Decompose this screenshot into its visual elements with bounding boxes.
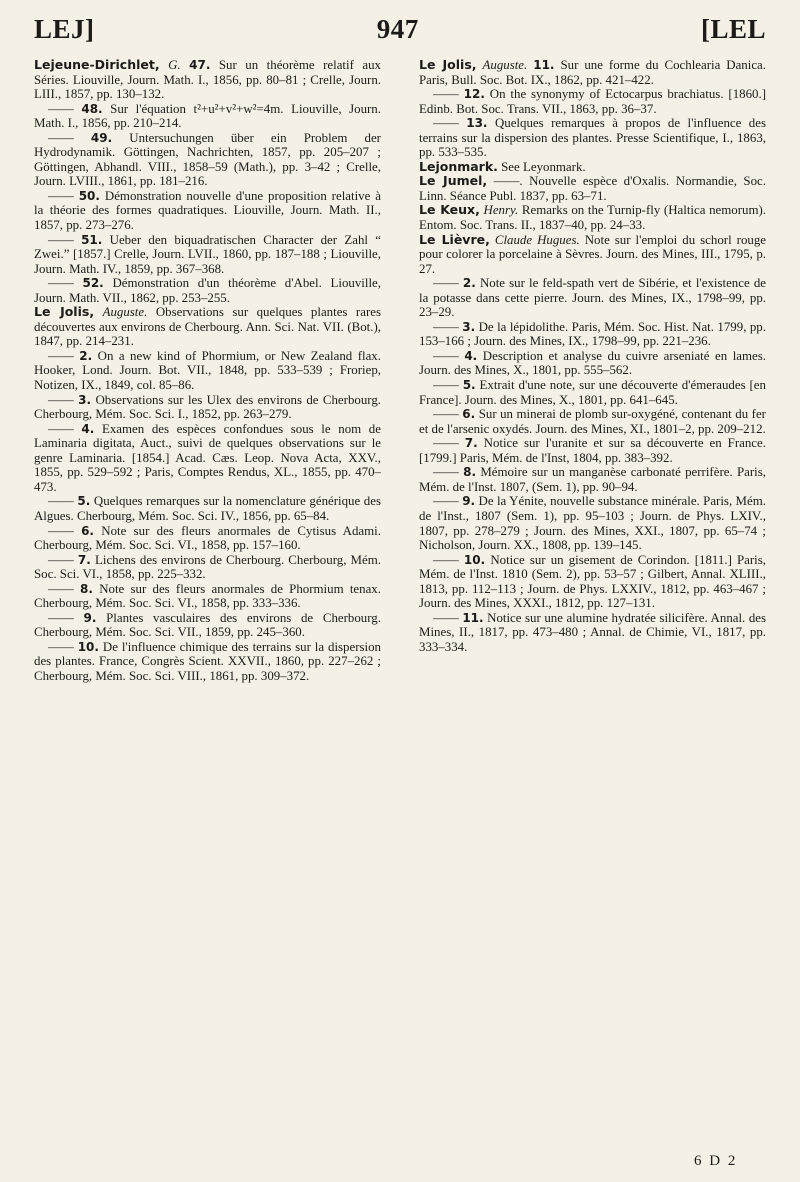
entry-number: 50.: [78, 188, 100, 203]
ditto-dash: ——: [48, 581, 81, 596]
ditto-dash: ——: [48, 392, 79, 407]
author-given-name: Auguste.: [102, 305, 148, 320]
bibliography-entry: [34, 494, 381, 523]
page-header: [34, 14, 766, 54]
entry-number: 4.: [81, 421, 95, 436]
entry-number: 5.: [77, 494, 91, 509]
bibliography-entry: [419, 407, 766, 436]
ditto-dash: ——: [48, 130, 91, 145]
author-entry: [419, 203, 766, 232]
entry-number: 7.: [77, 552, 91, 567]
entry-number: 47.: [189, 58, 211, 72]
bibliography-entry: [34, 131, 381, 189]
bibliography-entry: [34, 276, 381, 305]
author-name: Le Jolis,: [419, 57, 477, 72]
ditto-dash: ——: [433, 610, 463, 625]
ditto-dash: ——: [48, 348, 80, 363]
entry-number: 5.: [462, 378, 476, 393]
entry-text: Sur un théorème relatif aux Séries. Liouville, Journ. Math. I., 1856, pp. 80–81 ; Crelle, Journ. LIII., 1857, pp. 130–132.: [34, 58, 381, 102]
bibliography-entry: [34, 189, 381, 233]
bibliography-entry: [419, 465, 766, 494]
ditto-dash: ——: [433, 116, 467, 131]
entry-number: 8.: [463, 465, 477, 480]
right-column: [419, 58, 766, 654]
ditto-dash: ——: [433, 494, 463, 509]
ditto-dash: ——: [48, 276, 83, 291]
bibliography-entry: [34, 422, 381, 495]
ditto-dash: ——: [48, 101, 82, 116]
author-given-name: Henry.: [483, 203, 519, 218]
entry-number: 13.: [466, 116, 488, 131]
entry-text: Notice sur une alumine hydratée silicifère. Annal. des Mines, II., 1817, pp. 473–480 ; Annal. de Chimie, VI., 1817, pp. 333–334.: [419, 610, 766, 654]
author-entry: [419, 174, 766, 203]
ditto-dash: ——: [48, 188, 79, 203]
bibliography-entry: [34, 640, 381, 684]
header-right: [LEL: [700, 14, 766, 44]
entry-number: 9.: [462, 494, 476, 509]
entry-text: Note sur l'emploi du schorl rouge pour colorer la porcelaine à Sèvres. Journ. des Mines, III., 1795, p. 27.: [419, 232, 767, 276]
entry-text: Lichens des environs de Cherbourg. Cherbourg, Mém. Soc. Sci. VI., 1858, pp. 225–332.: [34, 552, 381, 582]
entry-text: Démonstration nouvelle d'une proposition relative à la théorie des formes quadratiques. Liouville, Journ. Math. II., 1857, pp. 273–276.: [34, 188, 381, 233]
entry-number: 3.: [462, 319, 476, 334]
entry-number: 4.: [464, 348, 478, 363]
author-name: Le Lièvre,: [419, 231, 490, 247]
entry-text: Untersuchungen über ein Problem der Hydrodynamik. Göttingen, Nachrichten, 1857, pp. 205–207 ; Göttingen, Abhandl. VIII., 1858–59 (Math.), pp. 3–42 ; Crelle, Journ. LVIII., 1861, pp. 181–216.: [34, 130, 381, 189]
bibliography-entry: [34, 102, 381, 131]
entry-text: Observations sur les Ulex des environs de Cherbourg. Cherbourg, Mém. Soc. Sci. I., 1852, pp. 263–279.: [34, 392, 382, 422]
entry-number: 11.: [533, 58, 555, 72]
bibliography-entry: [419, 87, 766, 116]
entry-text: Quelques remarques à propos de l'influence des terrains sur la dispersion des plantes. Presse Scientifique, I., 1863, pp. 533–535.: [419, 116, 766, 160]
entry-text: Notice sur l'uranite et sur sa découverte en France. [1799.] Paris, Mém. de l'Inst, 1804, pp. 383–392.: [419, 436, 766, 465]
entry-number: 10.: [463, 552, 486, 567]
bibliography-entry: [419, 276, 766, 320]
entry-number: 8.: [80, 581, 93, 596]
author-name: Le Jumel,: [419, 173, 488, 189]
entry-text: See Leyonmark.: [501, 159, 586, 174]
entry-text: De la lépidolithe. Paris, Mém. Soc. Hist. Nat. 1799, pp. 153–166 ; Journ. des Mines, IX., 1798–99, pp. 221–236.: [419, 319, 766, 349]
entry-text: Description et analyse du cuivre arseniaté en lames. Journ. des Mines, X., 1801, pp. 555–562.: [419, 348, 766, 378]
entry-number: 11.: [462, 610, 484, 625]
ditto-dash: ——: [433, 436, 465, 451]
header-left: LEJ]: [34, 14, 95, 44]
author-given-name: Claude Hugues.: [494, 232, 580, 247]
ditto-dash: ——: [48, 639, 78, 654]
entry-number: 49.: [90, 130, 113, 145]
bibliography-entry: [419, 611, 766, 655]
author-given-name: G.: [168, 58, 181, 72]
entry-number: 2.: [462, 276, 476, 291]
bibliography-entry: [419, 494, 766, 552]
entry-text: On the synonymy of Ectocarpus brachiatus. [1860.] Edinb. Bot. Soc. Trans. VII., 1863, pp. 36–37.: [419, 87, 766, 116]
entry-text: Remarks on the Turnip-fly (Haltica nemorum). Entom. Soc. Trans. II., 1837–40, pp. 24–33.: [419, 203, 766, 233]
entry-text: Observations sur quelques plantes rares découvertes aux environs de Cherbourg. Ann. Sci. Nat. VII. (Bot.), 1847, pp. 214–231.: [34, 305, 381, 349]
ditto-dash: ——: [48, 523, 82, 538]
ditto-dash: ——: [433, 87, 464, 102]
entry-text: Note sur des fleurs anormales de Phormium tenax. Cherbourg, Mém. Soc. Sci. VI., 1858, pp. 333–336.: [34, 581, 381, 611]
bibliography-entry: [419, 436, 766, 465]
entry-text: De la Yénite, nouvelle substance minérale. Paris, Mém. de l'Inst., 1807 (Sem. 1), pp. 95–103 ; Journ. de Phys. LXIV., 1807, pp. 278–279 ; Journ. des Mines, XXI., 1807, pp. 65–74 ; Nicholson, Journ. XX., 1808, pp. 139–145.: [419, 494, 766, 553]
author-entry: [34, 305, 381, 349]
entry-text: Note sur des fleurs anormales de Cytisus Adami. Cherbourg, Mém. Soc. Sci. VI., 1858, pp. 157–160.: [34, 523, 381, 553]
ditto-dash: ——: [48, 494, 78, 509]
entry-text: Mémoire sur un manganèse carbonaté perrifère. Paris, Mém. de l'Inst. 1807, (Sem. 1), pp. 90–94.: [419, 465, 766, 494]
bibliography-entry: [419, 378, 766, 407]
entry-text: Quelques remarques sur la nomenclature générique des Algues. Cherbourg, Mém. Soc. Sci. IV., 1856, pp. 65–84.: [34, 494, 381, 523]
entry-text: Sur l'équation t²+u²+v²+w²=4m. Liouville, Journ. Math. I., 1856, pp. 210–214.: [34, 101, 381, 131]
signature-mark: 6 D 2: [694, 1153, 738, 1169]
ditto-dash: ——: [433, 552, 464, 567]
bibliography-entry: [419, 320, 766, 349]
entry-number: 2.: [79, 348, 93, 363]
entry-text: Examen des espèces confondues sous le nom de Laminaria digitata, Auct., suivi de quelques observations sur le genre Laminaria. [1854.] Acad. Cæs. Leop. Nova Acta, XXV., 1855, pp. 529–592 ; Paris, Comptes Rendus, XL., 1855, pp. 470–473.: [34, 421, 381, 494]
entry-text: On a new kind of Phormium, or New Zealand flax. Hooker, Lond. Journ. Bot. VII., 1848, pp. 533–539 ; Froriep, Notizen, IX., 1849, col. 85–86.: [34, 348, 381, 393]
author-entry: [419, 233, 766, 277]
entry-text: De l'influence chimique des terrains sur la dispersion des plantes. France, Congrès Scient. XXVII., 1860, pp. 227–262 ; Cherbourg, Mém. Soc. Sci. VIII., 1861, pp. 309–372.: [34, 639, 381, 683]
ditto-dash: ——: [433, 319, 463, 334]
entry-number: 52.: [82, 276, 104, 291]
author-entry: [34, 58, 381, 102]
entry-number: 48.: [81, 101, 103, 116]
ditto-dash: ——: [433, 407, 463, 422]
entry-number: 3.: [78, 392, 92, 407]
ditto-dash: ——: [48, 421, 82, 436]
entry-number: 6.: [81, 523, 94, 538]
ditto-dash: ——: [433, 276, 463, 291]
bibliography-entry: [34, 524, 381, 553]
bibliography-entry: [34, 611, 381, 640]
entry-text: Ueber den biquadratischen Character der Zahl “ Zwei.” [1857.] Crelle, Journ. LVII., 1860, pp. 187–188 ; Liouville, Journ. Math. IV., 1859, pp. 367–368.: [34, 232, 381, 276]
entry-number: 6.: [462, 407, 476, 422]
entry-text: Sur une forme du Cochlearia Danica. Paris, Bull. Soc. Bot. IX., 1862, pp. 421–422.: [419, 58, 766, 87]
page-number: 947: [376, 14, 419, 44]
ditto-dash: ——: [433, 378, 463, 393]
author-name: Le Jolis,: [34, 304, 95, 320]
entry-text: Démonstration d'un théorème d'Abel. Liouville, Journ. Math. VII., 1862, pp. 253–255.: [34, 276, 381, 305]
bibliography-entry: [34, 553, 381, 582]
entry-number: 10.: [77, 639, 99, 654]
author-name: Lejonmark.: [419, 158, 498, 174]
ditto-dash: ——: [48, 552, 78, 567]
bibliography-entry: [419, 349, 766, 378]
bibliography-entry: [34, 582, 381, 611]
entry-text: Notice sur un gisement de Corindon. [1811.] Paris, Mém. de l'Inst. 1810 (Sem. 2), pp. 53–57 ; Gilbert, Annal. XLIII., 1813, pp. 112–113 ; Journ. de Phys. LXXIV., 1812, pp. 463–467 ; Journ. des Mines, XXXI., 1812, pp. 127–131.: [419, 552, 766, 611]
entry-text: Plantes vasculaires des environs de Cherbourg. Cherbourg, Mém. Soc. Sci. VII., 1859, pp. 245–360.: [34, 610, 381, 640]
entry-text: ——. Nouvelle espèce d'Oxalis. Normandie, Soc. Linn. Séance Publ. 1837, pp. 63–71.: [419, 174, 766, 203]
author-entry: [419, 58, 766, 87]
author-entry: [419, 160, 766, 175]
bibliography-entry: [419, 553, 766, 611]
entry-number: 9.: [83, 610, 97, 625]
ditto-dash: ——: [48, 232, 82, 247]
bibliography-entry: [34, 233, 381, 277]
ditto-dash: ——: [48, 610, 84, 625]
ditto-dash: ——: [433, 465, 464, 480]
author-given-name: Auguste.: [482, 58, 528, 72]
entry-text: Extrait d'une note, sur une découverte d'émeraudes [en France]. Journ. des Mines, X., 1801, pp. 641–645.: [419, 378, 766, 407]
bibliography-entry: [419, 116, 766, 160]
entry-number: 12.: [463, 87, 485, 102]
bibliography-entry: [34, 393, 381, 422]
entry-number: 7.: [464, 436, 478, 451]
ditto-dash: ——: [433, 348, 465, 363]
entry-text: Note sur le feld-spath vert de Sibérie, et l'existence de la potasse dans cette pierre. Journ. des Mines, IX., 1798–99, pp. 23–29.: [419, 276, 766, 320]
entry-text: Sur un minerai de plomb sur-oxygéné, contenant du fer et de l'arsenic oxydés. Journ. des Mines, XI., 1801–2, pp. 209–212.: [419, 407, 766, 436]
left-column: [34, 58, 381, 684]
author-name: Le Keux,: [419, 202, 480, 218]
author-name: Lejeune-Dirichlet,: [34, 57, 160, 72]
entry-number: 51.: [81, 232, 103, 247]
bibliography-entry: [34, 349, 381, 393]
